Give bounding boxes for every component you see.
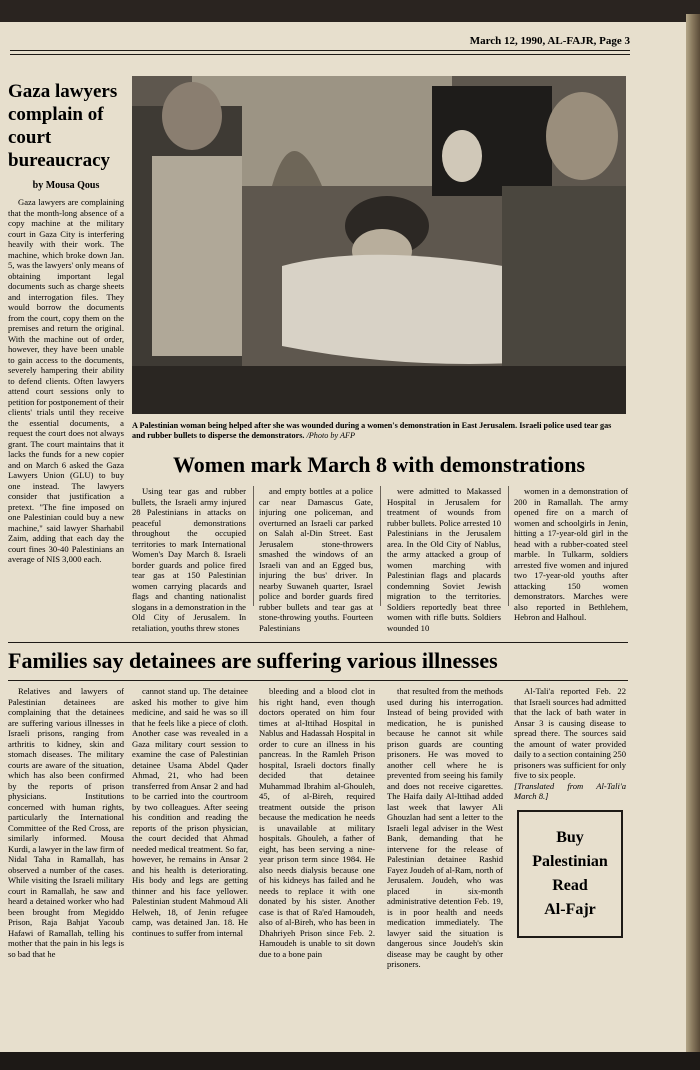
column-rule xyxy=(508,486,509,606)
women-headline: Women mark March 8 with demonstrations xyxy=(172,452,586,477)
ad-line-1: Buy xyxy=(556,829,584,846)
families-col-4-text: that resulted from the methods used during his interrogation. Instead of being provided with medication, he is punished because he cannot sit while prison guards are counting prisoners. He was moved to another cell where he is prevented from seeing his family and does not receive cigarettes. The Haifa daily Al-Ittihad added last week that lawyer Ali Ghouzlan had sent a letter to the Israeli legal adviser in the West Bank, demanding that he intervene for the release of Palestinian detainee Rashid Fayez Joudeh of al-Ram, north of Jerusalem. Joudeh, who was placed in six-month administrative detention Feb. 19, is in poor health and needs medication immediately. The lawyer said the situation is dangerous since Joudeh's skin disease may be caught by other prisoners. xyxy=(387,686,503,969)
headline-rule xyxy=(8,680,628,681)
families-col-2 xyxy=(132,686,248,938)
women-col-1-text: Using tear gas and rubber bullets, the Israeli army injured 28 Palestinians in attacks on peaceful demonstrations throughout the occupied territories to mark International Women's Day March 8. Israeli border guards and police fired tear gas at 150 Palestinian women carrying placards and flags and chanting nationalist slogans in a demonstration in the Old City of Jerusalem. In retaliation, youths threw stones xyxy=(132,486,246,633)
women-col-1 xyxy=(132,486,246,633)
translated-note: [Translated from Al-Tali'a March 8.] xyxy=(514,780,626,801)
families-col-3-text: bleeding and a blood clot in his right hand, even though doctors operated on him four times at al-Ittihad Hospital in Nablus and Hadassah Hospital in order to cure an illness in his pancreas. In the Ramleh Prison hospital, Israeli doctors finally decided that detainee Muhammad Ibrahim al-Ghouleh, 45, of al-Bireh, required treatment outside the prison because the medication he needs is unavailable at military hospitals. Ghouleh, a father of eight, has been serving a nine-year prison term since 1984. He also needs dialysis because one of his kidneys has failed and he needs to replace it with one donated by his sister. Another case is that of Ra'ed Hamoudeh, also of al-Bireh, who has been in Dhahriyeh Prison since Feb. 2. Hamoudeh is unable to sit down due to a bone pain xyxy=(259,686,375,959)
column-rule xyxy=(380,486,381,606)
women-col-4 xyxy=(514,486,628,623)
gaza-body: Gaza lawyers are complaining that the month-long absence of a copy machine at the military court in Gaza City is interfering heavily with their work. The machine, which broke down Jan. 5, was the lawyers' only means of obtaining important legal documents such as charge sheets and interrogation files. They would borrow the documents from the court, copy them on the premises and return the original. With the machine out of order, however, they have been unable to gain access to the documents, severely hampering their ability to defend clients. Often lawyers attend court sessions only to petition for postponement of their clients' trials until they receive the essential documents, a request the court does not always grant. The court maintains that it lacks the funds for a new copier and on March 6 asked the Gaza Lawyers Union (GLU) to buy one instead. The lawyers consider that justification a pretext. "The fine imposed on one Palestinian could buy a new machine," said lawyer Sharhabil Zaim, adding that each day the court fines 30-40 Palestinians an average of NIS 3,000 each. xyxy=(8,197,124,564)
page-edge xyxy=(686,14,700,1056)
ad-line-3: Read xyxy=(552,877,588,894)
women-col-3-text: were admitted to Makassed Hospital in Jerusalem for treatment of wounds from rubber bullets. Police arrested 10 Palestinians in the Jerusalem area. In the Old City of Nablus, the army attacked a group of women marching with Palestinian flags and placards condemning Soviet Jewish migration to the territories. Soldiers reportedly beat three women with rifle butts. Soldiers wounded 10 xyxy=(387,486,501,633)
women-col-2 xyxy=(259,486,373,633)
photo-illustration xyxy=(132,76,626,414)
families-col-5-text: Al-Tali'a reported Feb. 22 that Israeli sources had admitted that the lack of bath water in Ansar 3 is causing disease to spread there. The sources said the amount of water provided daily to a section containing 250 prisoners was sufficient for only five to six people. xyxy=(514,686,626,780)
families-col-3 xyxy=(259,686,375,959)
section-rule xyxy=(8,642,628,643)
gaza-article xyxy=(8,80,124,565)
bottom-bar xyxy=(0,1052,700,1070)
families-col-1 xyxy=(8,686,124,959)
photo-caption-text: A Palestinian woman being helped after she was wounded during a women's demonstration in East Jerusalem. Israeli police used tear gas and rubber bullets to disperse the demonstrators. xyxy=(132,421,612,440)
women-col-2-text: and empty bottles at a police car near Damascus Gate, injuring one policeman, and overturned an Israeli car parked on Salah al-Din Street. East Jerusalem stone-throwers smashed the windows of an Israeli van and an Egged bus, injuring the bus' driver. In nearby Suwaneh quarter, Israel police and border guards fired rubber bullets and tear gas at stone-throwing youths. Fourteen Palestinians xyxy=(259,486,373,633)
families-col-4 xyxy=(387,686,503,970)
ad-line-4: Al-Fajr xyxy=(544,901,596,918)
buy-palestinian-ad xyxy=(517,810,623,938)
column-rule xyxy=(253,486,254,606)
ad-line-2: Palestinian xyxy=(532,853,608,870)
demonstration-photo xyxy=(132,76,626,414)
families-col-1-text: Relatives and lawyers of Palestinian detainees are complaining that the detainees are suffering various illnesses in Israeli prisons, ranging from arthritis to kidney, skin and stomach diseases. The military courts are aware of the situation, which has also been confirmed by the reports of prison physicians. Institutions concerned with human rights, particularly the International Committee of the Red Cross, are similarly informed. Mousa Kurdi, a lawyer in the law firm of Nidal Taha in Ramallah, has observed a number of the cases. While visiting the Israeli military court in Ramallah, he saw and heard a detained worker who had been brought from Megiddo Prison, Raja Bahjat Yacoub Hafawi of Ramallah, telling his mother that the pain in his legs is so bad that he xyxy=(8,686,124,959)
families-col-2-text: cannot stand up. The detainee asked his mother to give him medicine, and said he was so ill that he feels like a piece of cloth. Another case was revealed in a Gaza military court session to examine the case of Palestinian detainee Usama Abdel Qader Ahmad, 21, who had been transferred from Ansar 2 and had to be carried into the courtroom by two colleagues. After seeing his condition and reading the reports of the prison physician, the court decided that Ahmad needed medical treatment. So far, however, he remains in Ansar 2 and his health is deteriorating. His body and legs are getting thinner and his face yellower. Palestinian student Mahmoud Ali Helweh, 18, of Jenin refugee camp, was detained Jan. 18. He continues to suffer from internal xyxy=(132,686,248,938)
women-col-4-text: women in a demonstration of 200 in Ramallah. The army opened fire on a march of women and schoolgirls in Jenin, hitting a 17-year-old girl in the head with a rubber-coated steel marble. In Tulkarm, soldiers arrested five women and injured two 17-year-old youths after attacking 150 women demonstrators. Marches were also reported in Bethlehem, Hebron and Halhoul. xyxy=(514,486,628,622)
photo-caption xyxy=(132,421,626,441)
header-rule xyxy=(10,54,630,55)
families-headline: Families say detainees are suffering various illnesses xyxy=(8,648,498,673)
families-col-5 xyxy=(514,686,626,802)
page-header: March 12, 1990, AL-FAJR, Page 3 xyxy=(10,34,630,51)
gaza-headline: Gaza lawyers complain of court bureaucracy xyxy=(8,81,118,171)
gaza-byline: by Mousa Qous xyxy=(32,180,100,191)
photo-credit: /Photo by AFP xyxy=(306,431,356,440)
women-col-3 xyxy=(387,486,501,633)
